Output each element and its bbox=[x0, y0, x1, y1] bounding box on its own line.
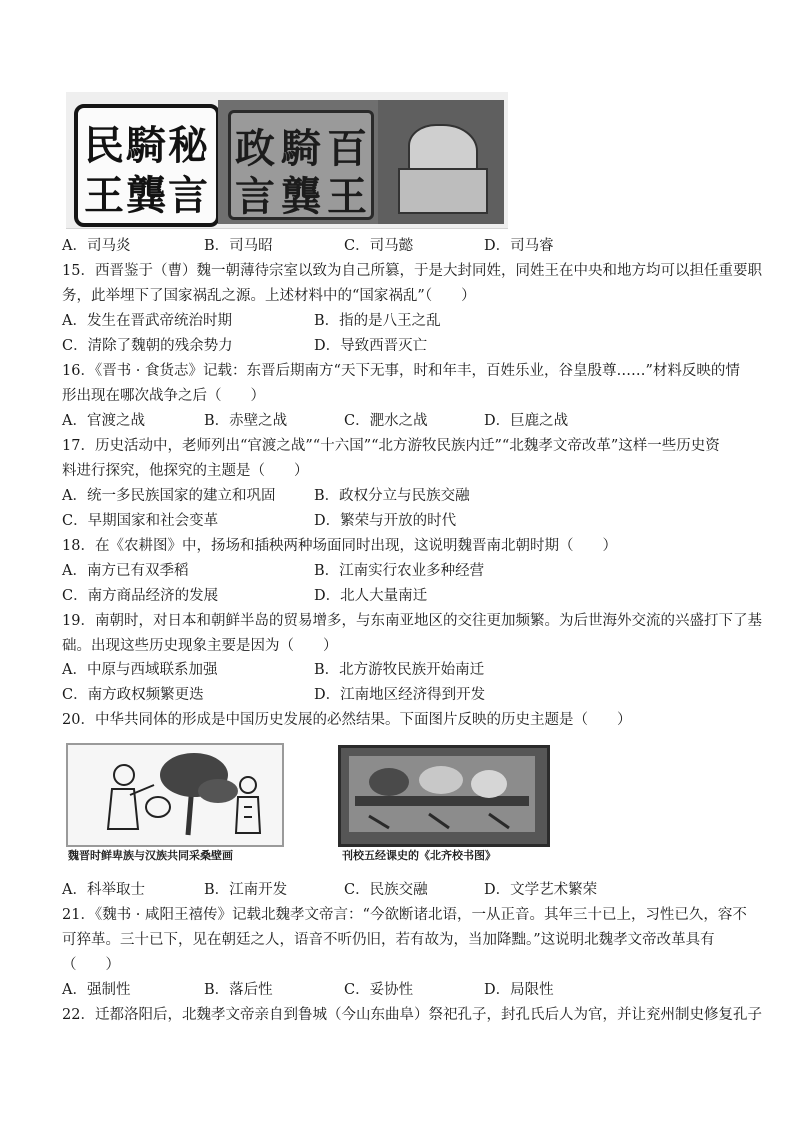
mural-caption: 魏晋时鲜卑族与汉族共同采桑壁画 bbox=[68, 849, 233, 862]
q16-option-c: C．淝水之战 bbox=[344, 413, 428, 429]
q18-option-a: A．南方已有双季稻 bbox=[62, 563, 189, 579]
q16-stem-line: 16．《晋书 · 食货志》记载：东晋后期南方“天下无事，时和年丰，百姓乐业，谷皇殷尊……”材料反映的情 bbox=[62, 363, 740, 379]
q15-option-a: A．发生在晋武帝统治时期 bbox=[62, 313, 232, 329]
q15-stem-line: 务，此举埋下了国家祸乱之源。上述材料中的“国家祸乱”（ ） bbox=[62, 288, 476, 304]
seal-impression-image bbox=[74, 104, 220, 227]
seal-char: 秘 bbox=[168, 122, 208, 169]
q21-option-a: A．强制性 bbox=[62, 982, 131, 998]
q20-option-c: C．民族交融 bbox=[344, 882, 428, 898]
q18-option-d: D．北人大量南迁 bbox=[314, 588, 428, 604]
q15-option-c: C．清除了魏朝的残余势力 bbox=[62, 338, 233, 354]
seal-char: 言 bbox=[235, 173, 275, 220]
seal-base bbox=[398, 168, 488, 214]
q17-stem-line: 17．历史活动中，老师列出“官渡之战”“十六国”“北方游牧民族内迁”“北魏孝文帝改革”这样一些历史资 bbox=[62, 438, 720, 454]
mural-caption: 刊校五经课史的《北齐校书图》 bbox=[342, 849, 496, 862]
q20-option-d: D．文学艺术繁荣 bbox=[484, 882, 598, 898]
mural-drawing bbox=[349, 756, 535, 832]
q20-images bbox=[66, 743, 548, 868]
seal-images bbox=[66, 92, 508, 229]
mural-mulberry-image bbox=[66, 743, 284, 847]
seal-char: 騎 bbox=[126, 122, 166, 169]
q19-option-d: D．江南地区经济得到开发 bbox=[314, 687, 486, 703]
q21-option-b: B．落后性 bbox=[204, 982, 273, 998]
q16-stem-line: 形出现在哪次战争之后（ ） bbox=[62, 388, 265, 404]
q17-option-a: A．统一多民族国家的建立和巩固 bbox=[62, 488, 276, 504]
seal-object-photo bbox=[378, 100, 504, 224]
q17-option-b: B．政权分立与民族交融 bbox=[314, 488, 470, 504]
q21-stem-line: 21．《魏书 · 咸阳王禧传》记载北魏孝文帝言：“今欲断诸北语，一从正音。其年三十已上，习性已久，容不 bbox=[62, 907, 747, 923]
seal-char: 百 bbox=[327, 125, 367, 172]
q20-option-a: A．科举取士 bbox=[62, 882, 145, 898]
q14-option-d: D．司马睿 bbox=[484, 238, 554, 254]
seal-char: 民 bbox=[84, 122, 124, 169]
seal-face-image bbox=[218, 100, 378, 224]
q17-stem-line: 料进行探究，他探究的主题是（ ） bbox=[62, 463, 309, 479]
q16-option-b: B．赤壁之战 bbox=[204, 413, 288, 429]
q21-stem-line: 可猝革。三十已下，见在朝廷之人，语音不听仍旧，若有故为，当加降黜。”这说明北魏孝文帝改革具有 bbox=[62, 932, 715, 948]
q22-stem-line: 22．迁都洛阳后，北魏孝文帝亲自到鲁城（今山东曲阜）祭祀孔子，封孔氏后人为官，并让兖州制史修复孔子 bbox=[62, 1007, 762, 1023]
q17-option-d: D．繁荣与开放的时代 bbox=[314, 513, 457, 529]
q19-option-a: A．中原与西域联系加强 bbox=[62, 662, 218, 678]
q21-option-c: C．妥协性 bbox=[344, 982, 414, 998]
q15-option-b: B．指的是八王之乱 bbox=[314, 313, 441, 329]
q18-option-b: B．江南实行农业多种经营 bbox=[314, 563, 485, 579]
seal-char: 王 bbox=[84, 172, 124, 219]
mural-drawing bbox=[68, 745, 282, 845]
q19-stem-line: 础。出现这些历史现象主要是因为（ ） bbox=[62, 638, 338, 654]
seal-char: 龔 bbox=[126, 172, 166, 219]
q16-option-a: A．官渡之战 bbox=[62, 413, 145, 429]
q14-option-a: A．司马炎 bbox=[62, 238, 131, 254]
seal-char: 政 bbox=[235, 125, 275, 172]
q14-option-c: C．司马懿 bbox=[344, 238, 414, 254]
q15-option-d: D．导致西晋灭亡 bbox=[314, 338, 428, 354]
q19-option-b: B．北方游牧民族开始南迁 bbox=[314, 662, 485, 678]
mural-collation-image bbox=[338, 745, 550, 847]
q19-option-c: C．南方政权频繁更迭 bbox=[62, 687, 204, 703]
q21-option-d: D．局限性 bbox=[484, 982, 554, 998]
q16-option-d: D．巨鹿之战 bbox=[484, 413, 569, 429]
q21-stem-line: （ ） bbox=[62, 957, 120, 973]
seal-char: 騎 bbox=[281, 125, 321, 172]
q18-option-c: C．南方商品经济的发展 bbox=[62, 588, 219, 604]
seal-char: 王 bbox=[327, 173, 367, 220]
seal-char: 言 bbox=[168, 172, 208, 219]
q19-stem-line: 19．南朝时，对日本和朝鲜半岛的贸易增多，与东南亚地区的交往更加频繁。为后世海外交流的兴盛打下了基 bbox=[62, 613, 762, 629]
q15-stem-line: 15．西晋鉴于（曹）魏一朝薄待宗室以致为自己所篡，于是大封同姓，同姓王在中央和地方均可以担任重要职 bbox=[62, 263, 762, 279]
q20-stem-line: 20．中华共同体的形成是中国历史发展的必然结果。下面图片反映的历史主题是（ ） bbox=[62, 712, 632, 728]
seal-char: 龔 bbox=[281, 173, 321, 220]
q14-option-b: B．司马昭 bbox=[204, 238, 273, 254]
q20-option-b: B．江南开发 bbox=[204, 882, 288, 898]
q18-stem-line: 18．在《农耕图》中，扬场和插秧两种场面同时出现，这说明魏晋南北朝时期（ ） bbox=[62, 538, 617, 554]
q17-option-c: C．早期国家和社会变革 bbox=[62, 513, 219, 529]
